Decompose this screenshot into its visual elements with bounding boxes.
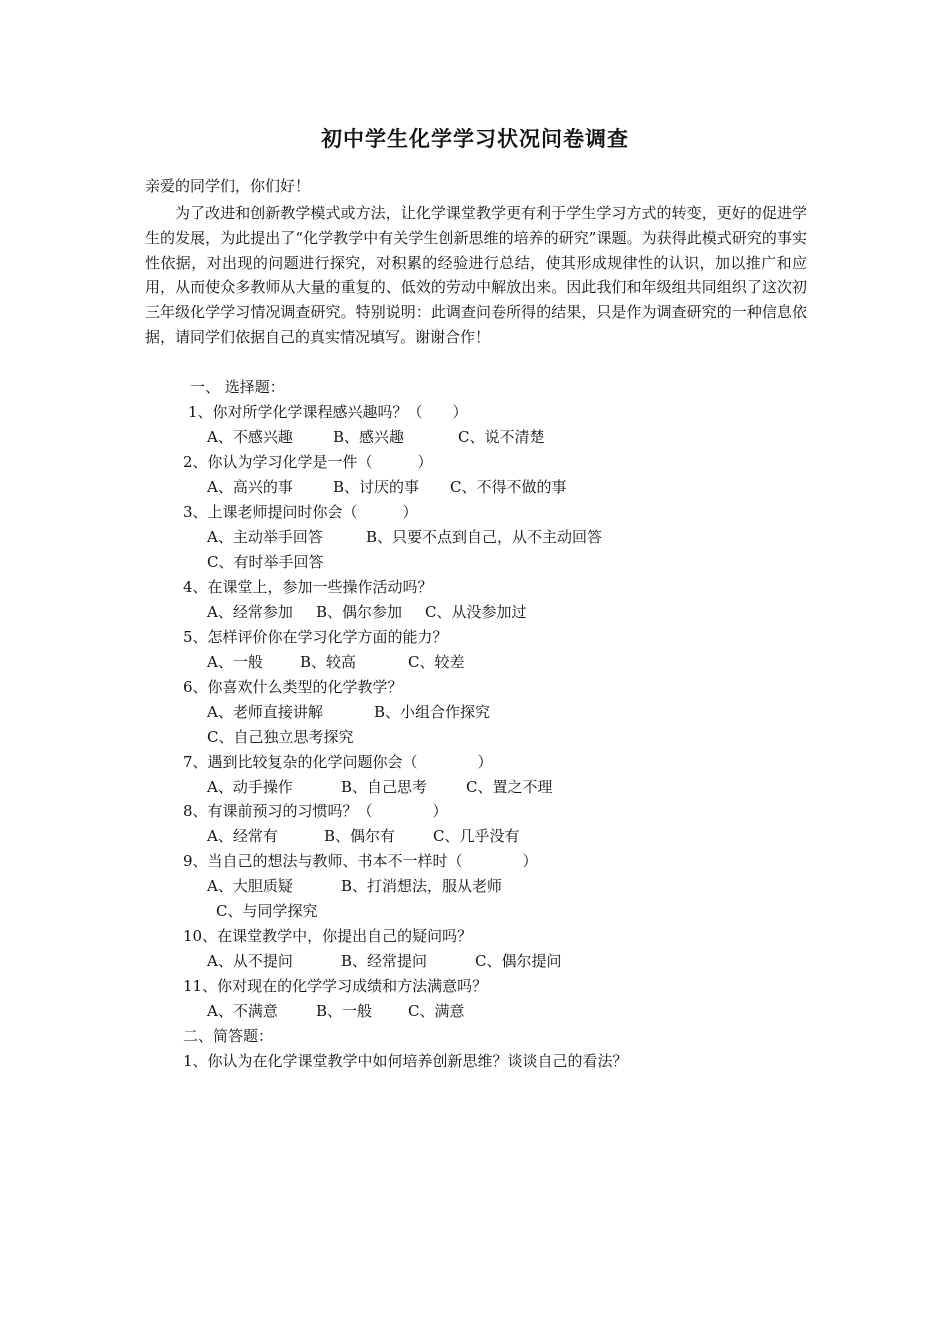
question-10: 10、在课堂教学中，你提出自己的疑问吗？ [183,927,473,945]
short-answer-question-1: 1、你认为在化学课堂教学中如何培养创新思维？谈谈自己的看法？ [183,1052,628,1070]
greeting: 亲爱的同学们，你们好！ [145,177,311,195]
q3-option-a: A、主动举手回答 [207,528,323,546]
q3-option-b: B、只要不点到自己，从不主动回答 [366,528,603,546]
intro-paragraph: 为了改进和创新教学模式或方法，让化学课堂教学更有利于学生学习方式的转变，更好的促进学生的发展，为此提出了“化学教学中有关学生创新思维的培养的研究”课题。为获得此模式研究的事实性依据，对出现的问题进行探究，对积累的经验进行总结，使其形成规律性的认识，加以推广和应用，从而使众多教师从大量的重复的、低效的劳动中解放出来。因此我们和年级组共同组织了这次初三年级化学学习情况调查研究。特别说明：此调查问卷所得的结果，只是作为调查研究的一种信息依据，请同学们依据自己的真实情况填写。谢谢合作！ [145,204,807,346]
q3-option-c: C、有时举手回答 [207,553,324,571]
question-5: 5、怎样评价你在学习化学方面的能力？ [183,628,448,646]
question-7: 7、遇到比较复杂的化学问题你会（ ） [183,753,493,771]
q4-option-c: C、从没参加过 [425,603,527,621]
q6-option-c: C、自己独立思考探究 [207,728,354,746]
q8-option-b: B、偶尔有 [324,827,396,845]
question-4: 4、在课堂上，参加一些操作活动吗？ [183,578,433,596]
q9-option-b: B、打消想法，服从老师 [341,877,503,895]
question-2: 2、你认为学习化学是一件（ ） [183,453,433,471]
q2-option-c: C、不得不做的事 [450,478,567,496]
q10-option-b: B、经常提问 [341,952,428,970]
q6-option-b: B、小组合作探究 [374,703,491,721]
q11-option-c: C、满意 [408,1002,465,1020]
q10-option-c: C、偶尔提问 [475,952,562,970]
q6-option-a: A、老师直接讲解 [207,703,323,721]
question-9: 9、当自己的想法与教师、书本不一样时（ ） [183,852,538,870]
q4-option-a: A、经常参加 [207,603,293,621]
section-short-answer-heading: 二、简答题： [183,1027,274,1045]
q1-option-c: C、说不清楚 [458,428,545,446]
q2-option-b: B、讨厌的事 [333,478,420,496]
question-3: 3、上课老师提问时你会（ ） [183,503,418,521]
q11-option-b: B、一般 [316,1002,373,1020]
q1-option-b: B、感兴趣 [333,428,405,446]
q10-option-a: A、从不提问 [207,952,293,970]
q1-option-a: A、不感兴趣 [207,428,293,446]
question-8: 8、有课前预习的习惯吗？（ ） [183,802,448,820]
question-11: 11、你对现在的化学学习成绩和方法满意吗？ [183,977,488,995]
q7-option-a: A、动手操作 [207,778,293,796]
q4-option-b: B、偶尔参加 [316,603,403,621]
q7-option-c: C、置之不理 [466,778,553,796]
q9-option-a: A、大胆质疑 [207,877,293,895]
q2-option-a: A、高兴的事 [207,478,293,496]
page-title: 初中学生化学学习状况问卷调查 [321,127,629,151]
question-1: 1、你对所学化学课程感兴趣吗？（ ） [188,403,468,421]
q8-option-c: C、几乎没有 [433,827,520,845]
q8-option-a: A、经常有 [207,827,278,845]
q11-option-a: A、不满意 [207,1002,278,1020]
q5-option-b: B、较高 [300,653,357,671]
q9-option-c: C、与同学探究 [216,902,318,920]
question-6: 6、你喜欢什么类型的化学教学？ [183,678,403,696]
section-choice-heading: 一、 选择题： [190,378,285,396]
q5-option-a: A、一般 [207,653,263,671]
q5-option-c: C、较差 [408,653,465,671]
q7-option-b: B、自己思考 [341,778,428,796]
